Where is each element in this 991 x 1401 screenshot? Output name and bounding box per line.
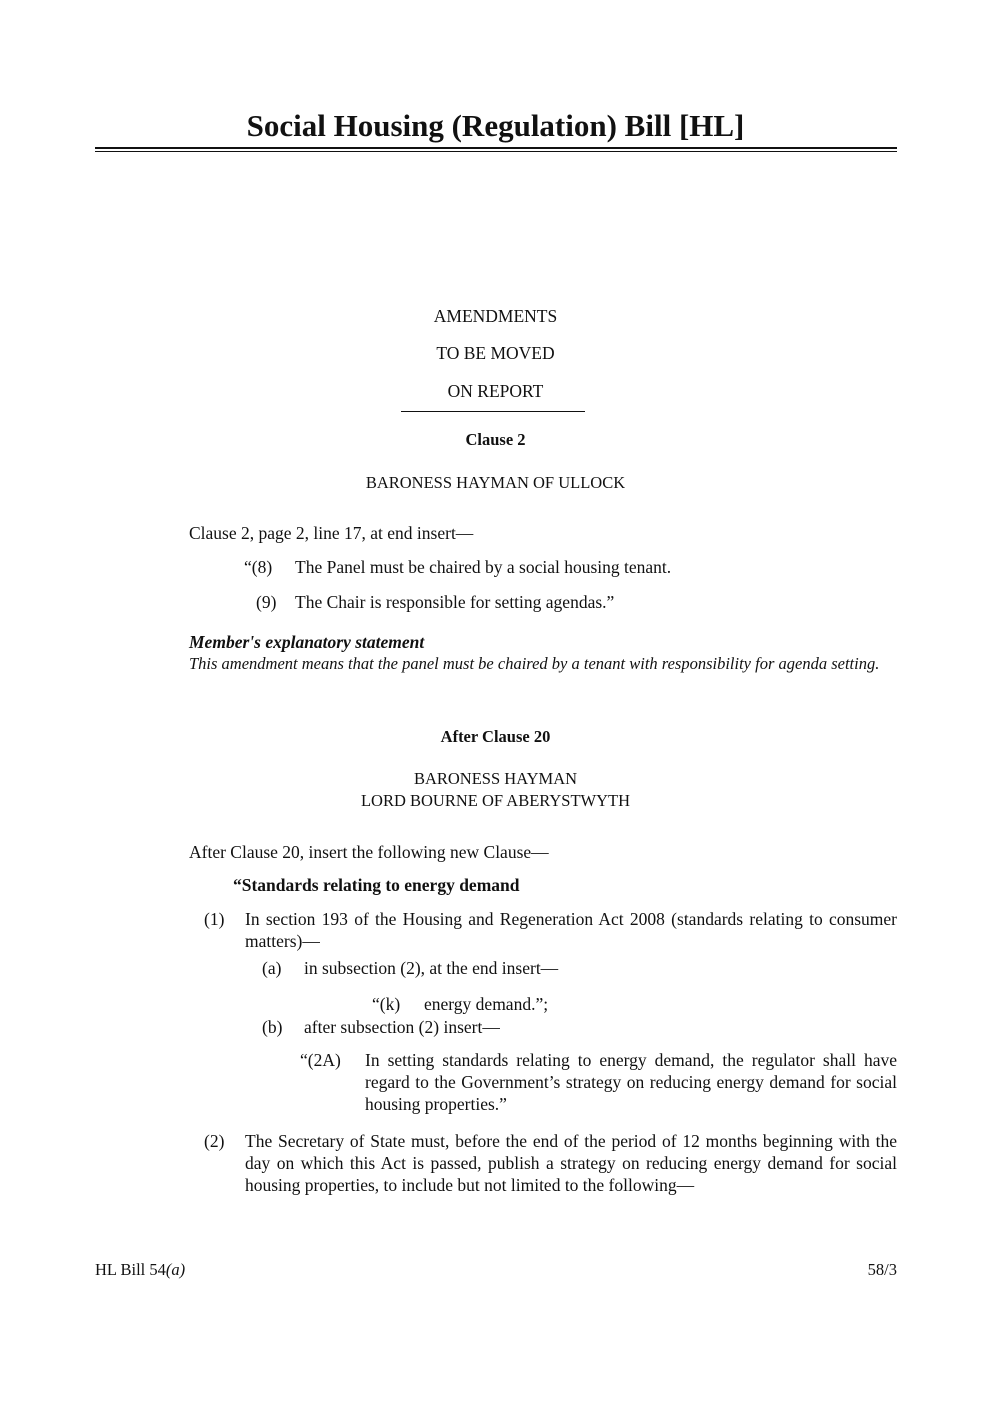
cover-line-3: ON REPORT xyxy=(447,381,544,401)
bill-number-suffix: (a) xyxy=(165,1260,186,1279)
new-clause-title: “Standards relating to energy demand xyxy=(233,875,520,895)
bill-number-text: HL Bill 54 xyxy=(95,1260,166,1279)
cover-rule xyxy=(401,411,585,412)
cover-line-2: TO BE MOVED xyxy=(436,343,555,363)
explanatory-statement-heading: Member's explanatory statement xyxy=(189,632,425,652)
subsection-number: (1) xyxy=(204,909,225,929)
cover-line-1: AMENDMENTS xyxy=(433,306,558,326)
paragraph-text: in subsection (2), at the end insert— xyxy=(304,958,559,978)
amendment-instruction: After Clause 20, insert the following new Clause— xyxy=(189,842,549,862)
amendment-instruction: Clause 2, page 2, line 17, at end insert— xyxy=(189,523,474,543)
item-number: (9) xyxy=(256,592,277,612)
paragraph-text: after subsection (2) insert— xyxy=(304,1017,500,1037)
title-rule-top xyxy=(95,147,897,149)
member-name: LORD BOURNE OF ABERYSTWYTH xyxy=(360,791,631,810)
item-text: The Panel must be chaired by a social housing tenant. xyxy=(295,557,672,577)
clause-heading: Clause 2 xyxy=(465,430,526,449)
subsection-text: In section 193 of the Housing and Regeneration Act 2008 (standards relating to consumer matters)— xyxy=(245,909,897,951)
bill-number xyxy=(95,1259,185,1281)
subsection-text: In setting standards relating to energy demand, the regulator shall have regard to the Government’s strategy on reducing energy demand for social housing properties.” xyxy=(365,1050,897,1114)
subsection-text: The Secretary of State must, before the end of the period of 12 months beginning with the day on which this Act is passed, publish a strategy on reducing energy demand for social housing properties, to include but not limited to the following— xyxy=(245,1131,897,1195)
clause-heading: After Clause 20 xyxy=(440,727,551,746)
page-reference: 58/3 xyxy=(867,1260,897,1279)
member-name: BARONESS HAYMAN xyxy=(413,769,578,788)
paragraph-number: “(k) xyxy=(372,994,401,1014)
item-text: The Chair is responsible for setting agendas.” xyxy=(295,592,615,612)
paragraph-number: (a) xyxy=(262,958,282,978)
bill-title: Social Housing (Regulation) Bill [HL] xyxy=(246,108,745,143)
explanatory-statement-text: This amendment means that the panel must be chaired by a tenant with responsibility for agenda setting. xyxy=(189,654,880,673)
paragraph-text: energy demand.”; xyxy=(424,994,549,1014)
paragraph-number: (b) xyxy=(262,1017,283,1037)
subsection-number: (2) xyxy=(204,1131,225,1151)
member-name: BARONESS HAYMAN OF ULLOCK xyxy=(365,473,626,492)
subsection-number: “(2A) xyxy=(300,1050,341,1070)
title-rule-bottom xyxy=(95,151,897,152)
item-number: “(8) xyxy=(244,557,273,577)
